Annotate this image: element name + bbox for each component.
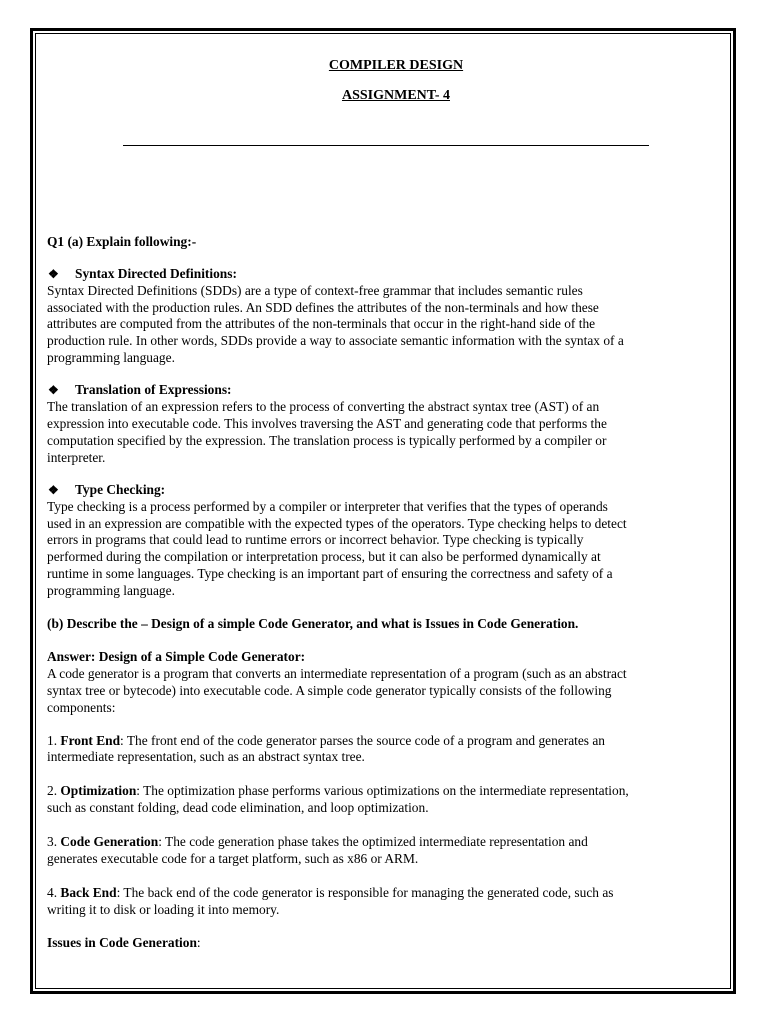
paragraph-line: performed during the compilation or interpretation process, but it can also be performed dynamically at: [47, 549, 601, 565]
component-text: : The optimization phase performs various optimizations on the intermediate representation,: [136, 783, 629, 799]
component-code-generation: [47, 834, 723, 868]
paragraph-line: A code generator is a program that converts an intermediate representation of a program (such as an abstract: [47, 665, 627, 681]
q1-heading: Q1 (a) Explain following:-: [47, 233, 197, 249]
document-body: [47, 58, 723, 952]
component-text: : The front end of the code generator parses the source code of a program and generates an: [120, 732, 605, 748]
paragraph-line: production rule. In other words, SDDs provide a way to associate semantic information with the syntax of a: [47, 333, 624, 349]
paragraph-line: such as constant folding, dead code elimination, and loop optimization.: [47, 800, 429, 816]
paragraph-line: attributes are computed from the attributes of the non-terminals that occur in the right-hand side of the: [47, 316, 596, 332]
issues-heading: Issues in Code Generation:: [47, 934, 201, 950]
section-syntax-directed-definitions: [47, 266, 723, 367]
section-title: Translation of Expressions:: [75, 382, 232, 398]
component-name: Back End: [60, 885, 117, 900]
horizontal-rule: [123, 145, 649, 146]
paragraph-line: computation specified by the expression. The translation process is typically performed by a compiler or: [47, 432, 607, 448]
section-title: Syntax Directed Definitions:: [75, 265, 237, 281]
paragraph-line: writing it to disk or loading it into memory.: [47, 901, 280, 917]
section-translation-of-expressions: [47, 382, 723, 467]
q1b-heading: (b) Describe the – Design of a simple Code Generator, and what is Issues in Code Generation.: [47, 616, 579, 632]
item-number: 3.: [47, 834, 61, 850]
document-title: COMPILER DESIGN: [328, 58, 464, 73]
component-optimization: [47, 783, 723, 817]
paragraph-line: used in an expression are compatible with the expected types of the operators. Type checking helps to detect: [47, 515, 627, 531]
component-text: : The back end of the code generator is responsible for managing the generated code, such as: [116, 885, 614, 900]
diamond-bullet-icon: ❖: [48, 266, 59, 281]
paragraph-line: Type checking is a process performed by a compiler or interpreter that verifies that the types of operands: [47, 498, 608, 514]
paragraph-line: runtime in some languages. Type checking is an important part of ensuring the correctness and safety of a: [47, 566, 613, 582]
answer-heading: Answer: Design of a Simple Code Generator:: [47, 648, 306, 664]
paragraph-line: programming language.: [47, 583, 175, 599]
diamond-bullet-icon: ❖: [48, 383, 59, 398]
section-type-checking: [47, 482, 723, 600]
document-subtitle: ASSIGNMENT- 4: [341, 87, 450, 103]
component-text: : The code generation phase takes the optimized intermediate representation and: [158, 834, 588, 850]
component-name: Optimization: [60, 783, 137, 799]
diamond-bullet-icon: ❖: [48, 482, 59, 497]
section-title: Type Checking:: [75, 481, 166, 497]
component-name: Front End: [60, 732, 121, 748]
paragraph-line: syntax tree or bytecode) into executable code. A simple code generator typically consists of the following: [47, 682, 612, 698]
paragraph-line: errors in programs that could lead to runtime errors or incorrect behavior. Type checking is typically: [47, 532, 584, 548]
component-back-end: [47, 885, 723, 919]
item-number: 1.: [47, 732, 61, 748]
paragraph-line: expression into executable code. This involves traversing the AST and generating code that performs the: [47, 415, 607, 431]
component-front-end: [47, 733, 723, 767]
paragraph-line: programming language.: [47, 350, 175, 366]
paragraph-line: generates executable code for a target platform, such as x86 or ARM.: [47, 851, 419, 867]
paragraph-line: intermediate representation, such as an abstract syntax tree.: [47, 749, 365, 765]
item-number: 2.: [47, 783, 61, 799]
paragraph-line: interpreter.: [47, 449, 106, 465]
paragraph-line: components:: [47, 699, 116, 715]
paragraph-line: associated with the production rules. An SDD defines the attributes of the non-terminals and how these: [47, 299, 599, 315]
answer-block: [47, 649, 723, 717]
paragraph-line: The translation of an expression refers to the process of converting the abstract syntax tree (AST) of an: [47, 399, 600, 415]
paragraph-line: Syntax Directed Definitions (SDDs) are a type of context-free grammar that includes semantic rules: [47, 282, 583, 298]
item-number: 4.: [47, 885, 61, 900]
component-name: Code Generation: [60, 834, 159, 850]
